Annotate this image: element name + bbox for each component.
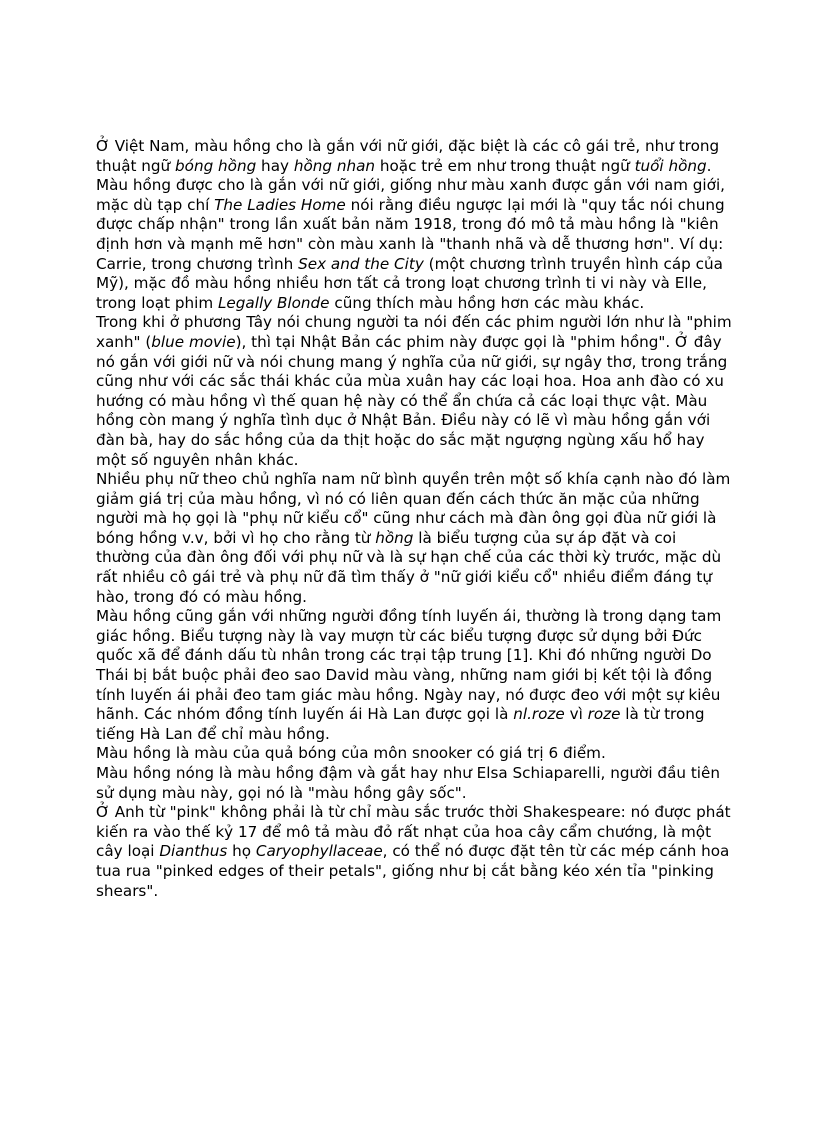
text-run: là từ trong tiếng Hà Lan để chỉ màu hồng. — [96, 705, 705, 743]
article-body — [96, 137, 732, 901]
text-run: (một chương trình truyền hình cáp của Mỹ), mặc đồ màu hồng nhiều hơn tất cả trong loạt chương trình ti vi này và Elle, trong loạt phim — [96, 254, 723, 312]
text-run: . — [706, 156, 712, 175]
text-run: ), thì tại Nhật Bản các phim này được gọi là "phim hồng". Ở đây nó gắn với giới nữ và nói chung mang ý nghĩa của nữ giới, sự ngây thơ, trong trắng cũng như với các sắc thái khác của mùa xuân hay các loại hoa. Hoa anh đào có xu hướng có màu hồng vì thế quan hệ này có thể ẩn chứa cả các loại thực vật. Màu hồng còn mang ý nghĩa tình dục ở Nhật Bản. Điều này có lẽ vì màu hồng gắn với đàn bà, hay do sắc hồng của da thịt hoặc do sắc mặt ngượng ngùng xấu hổ hay một số nguyên nhân khác. — [96, 332, 728, 469]
italic-text: Dianthus — [159, 842, 228, 861]
text-run: Nhiều phụ nữ theo chủ nghĩa nam nữ bình quyền trên một số khía cạnh nào đó làm giảm giá trị của màu hồng, vì nó có liên quan đến cách thức ăn mặc của những người mà họ gọi là "phụ nữ kiểu cổ" cũng như cách mà đàn ông gọi đùa nữ giới là bóng hồng v.v, bởi vì họ cho rằng từ — [96, 470, 731, 547]
paragraph-hotpink — [96, 764, 732, 803]
paragraph-snooker — [96, 744, 732, 764]
text-run: Màu hồng cũng gắn với những người đồng tính luyến ái, thường là trong dạng tam giác hồng. Biểu tượng này là vay mượn từ các biểu tượng được sử dụng bởi Đức quốc xã để đánh dấu tù nhân trong các trại tập trung [1]. Khi đó những người Do Thái bị bắt buộc phải đeo sao David màu vàng, những nam giới bị kết tội là đồng tính luyến ái phải đeo tam giác màu hồng. Ngày nay, nó được đeo với một sự kiêu hãnh. Các nhóm đồng tính luyến ái Hà Lan được gọi là — [96, 607, 722, 724]
italic-text: The Ladies Home — [214, 195, 346, 214]
paragraph-vietnam — [96, 137, 732, 176]
text-run: hoặc trẻ em như trong thuật ngữ — [375, 156, 635, 175]
text-run: Trong khi ở phương Tây nói chung người ta nói đến các phim người lớn như là "phim xanh" ( — [96, 313, 732, 351]
text-run: họ — [227, 842, 256, 861]
text-run: Màu hồng được cho là gắn với nữ giới, giống như màu xanh được gắn với nam giới, mặc dù tạp chí — [96, 176, 725, 214]
italic-text: tuổi hồng — [634, 156, 707, 175]
italic-text: Legally Blonde — [217, 293, 330, 312]
text-run: hay — [256, 156, 294, 175]
italic-text: Caryophyllaceae — [255, 842, 383, 861]
text-run: là biểu tượng của sự áp đặt và coi thường của đàn ông đối với phụ nữ và là sự hạn chế của các thời kỳ trước, mặc dù rất nhiều cô gái trẻ và phụ nữ đã tìm thấy ở "nữ giới kiểu cổ" nhiều điểm đáng tự hào, trong đó có màu hồng. — [96, 528, 722, 606]
italic-text: nl.roze — [513, 705, 565, 724]
text-run: Ở Việt Nam, màu hồng cho là gắn với nữ giới, đặc biệt là các cô gái trẻ, như trong thuật ngữ — [96, 137, 720, 175]
italic-text: blue movie — [151, 332, 236, 351]
paragraph-triangle — [96, 607, 732, 744]
italic-text: roze — [587, 705, 621, 724]
paragraph-feminine — [96, 176, 732, 313]
italic-text: bóng hồng — [175, 156, 257, 175]
paragraph-japan — [96, 313, 732, 470]
text-run: vì — [564, 705, 588, 724]
text-run: Ở Anh từ "pink" không phải là từ chỉ màu sắc trước thời Shakespeare: nó được phát kiến ra vào thế kỷ 17 để mô tả màu đỏ rất nhạt của hoa cây cẩm chướng, là một cây loại — [96, 803, 731, 861]
text-run: Màu hồng nóng là màu hồng đậm và gắt hay như Elsa Schiaparelli, người đầu tiên sử dụng màu này, gọi nó là "màu hồng gây sốc". — [96, 764, 720, 802]
text-run: nói rằng điều ngược lại mới là "quy tắc nói chung được chấp nhận" trong lần xuất bản năm 1918, trong đó mô tả màu hồng là "kiên định hơn và mạnh mẽ hơn" còn màu xanh là "thanh nhã và dễ thương hơn". Ví dụ: Carrie, trong chương trình — [96, 195, 725, 273]
text-run: cũng thích màu hồng hơn các màu khác. — [329, 293, 645, 312]
italic-text: hồng nhan — [293, 156, 376, 175]
italic-text: Sex and the City — [298, 254, 424, 273]
text-run: Màu hồng là màu của quả bóng của môn snooker có giá trị 6 điểm. — [96, 744, 606, 763]
italic-text: hồng — [375, 528, 414, 547]
paragraph-etymology — [96, 803, 732, 901]
text-run: , có thể nó được đặt tên từ các mép cánh hoa tua rua "pinked edges of their petals", giống như bị cắt bằng kéo xén tỉa "pinking shears". — [96, 842, 730, 900]
paragraph-feminism — [96, 470, 732, 607]
